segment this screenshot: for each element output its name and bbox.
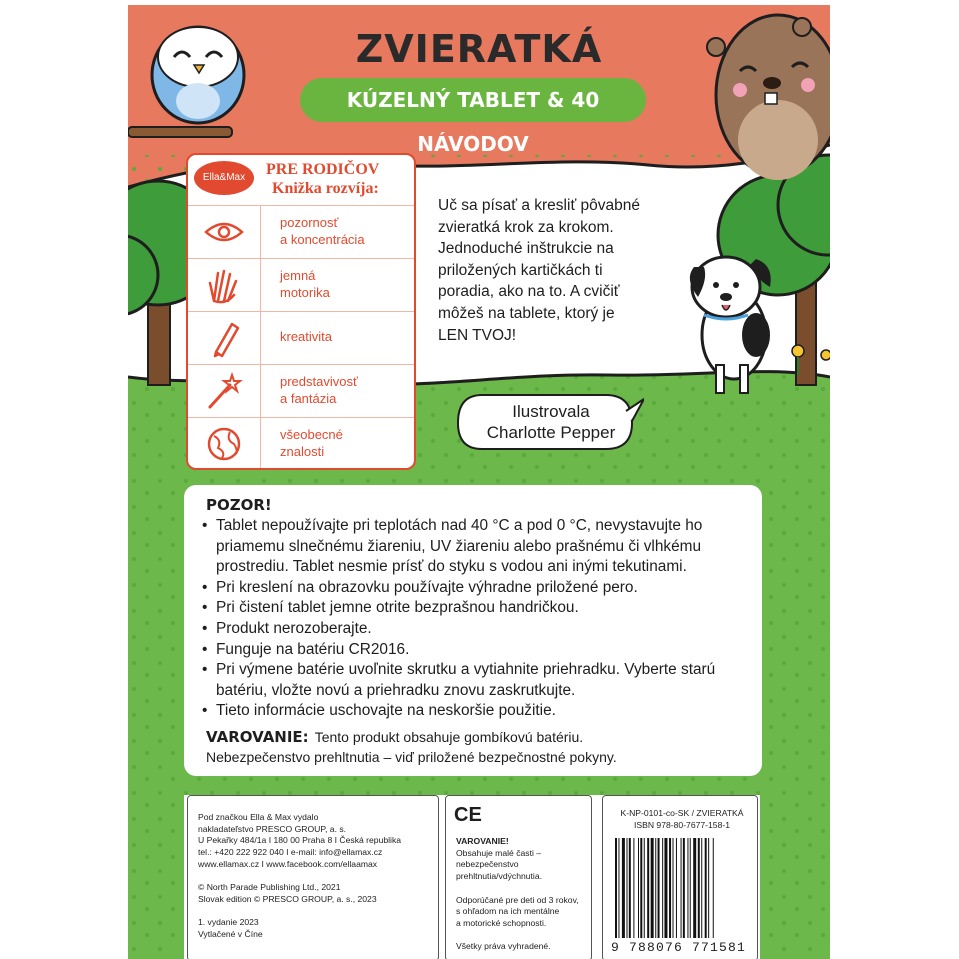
battery-warning-label: VAROVANIE: xyxy=(206,728,309,746)
brand-logo: Ella&Max xyxy=(194,161,254,195)
magic-wand-icon xyxy=(196,371,252,411)
barcode-bar xyxy=(651,838,654,938)
barcode-bar xyxy=(627,838,628,938)
warning-title: POZOR! xyxy=(206,496,272,514)
barcode-bar xyxy=(693,838,696,938)
barcode-bar xyxy=(701,838,702,938)
list-item: • Tieto informácie uschovajte na neskoršie použitie. xyxy=(202,701,758,722)
barcode-bar xyxy=(673,838,674,938)
barcode-bar xyxy=(633,838,634,938)
skill-item-creativity xyxy=(188,311,414,364)
barcode-bar xyxy=(664,838,667,938)
skill-label: predstavivosť a fantázia xyxy=(280,374,358,406)
safety-info: CE VAROVANIE! Obsahuje malé časti – nebezpečenstvo prehltnutia/vdýchnutia. Odporúčané pre deti od 3 rokov, s ohľadom na ich mentálne a motorické schopnosti. Všetky práva vyhradené. xyxy=(445,795,592,959)
barcode-bar xyxy=(698,838,700,938)
skill-label: jemná motorika xyxy=(280,268,330,300)
illustrator-credit: Ilustrovala Charlotte Pepper xyxy=(486,402,616,442)
list-item: • Pri čistení tablet jemne otrite bezprašnou handričkou. xyxy=(202,598,758,619)
skill-label: všeobecné znalosti xyxy=(280,427,343,459)
barcode-bar xyxy=(647,838,649,938)
imprint-section xyxy=(184,795,760,959)
pencil-icon xyxy=(196,318,252,358)
skill-item-motor xyxy=(188,258,414,311)
ce-mark: CE xyxy=(454,804,482,826)
barcode-bar xyxy=(705,838,707,938)
battery-warning: VAROVANIE: Tento produkt obsahuje gombíkovú batériu. Nebezpečenstvo prehltnutia – viď priložené bezpečnostné pokyny. xyxy=(206,728,617,765)
parents-info-box xyxy=(186,153,416,470)
parents-box-header xyxy=(188,155,414,207)
barcode-bar xyxy=(681,838,682,938)
product-code: K-NP-0101-co-SK / ZVIERATKÁ xyxy=(620,808,744,818)
barcode-bar xyxy=(622,838,625,938)
barcode-bar xyxy=(629,838,631,938)
skill-item-attention xyxy=(188,205,414,258)
book-title: ZVIERATKÁ xyxy=(355,27,603,71)
skill-item-knowledge xyxy=(188,417,414,470)
skills-list xyxy=(188,205,414,470)
barcode-bar xyxy=(708,838,709,938)
book-back-cover xyxy=(128,5,830,959)
eye-icon xyxy=(196,212,252,252)
barcode-bar xyxy=(676,838,677,938)
list-item: • Tablet nepoužívajte pri teplotách nad 40 °C a pod 0 °C, nevystavujte ho priamemu slnečnému žiareniu, UV žiareniu alebo prašnému či vlhkému prostrediu. Tablet nesmie prísť do styku s vodou ani inými tekutinami. xyxy=(202,516,758,578)
barcode-bar xyxy=(683,838,685,938)
barcode-bar xyxy=(618,838,619,938)
barcode-bar xyxy=(615,838,617,938)
barcode-bar xyxy=(713,838,714,938)
list-item: • Produkt nerozoberajte. xyxy=(202,619,758,640)
publisher-info: Pod značkou Ella & Max vydalo nakladateľstvo PRESCO GROUP, a. s. U Pekařky 484/1a I 180 00 Praha 8 I Česká republika tel.: +420 222 922 040 I e-mail: info@ellamax.cz www.ellamax.cz I www.facebook.com/ellaamax © North Parade Publishing Ltd., 2021 Slovak edition © PRESCO GROUP, a. s., 2023 1. vydanie 2023 Vytlačené v Číne xyxy=(187,795,439,959)
isbn: ISBN 978-80-7677-158-1 xyxy=(633,820,731,830)
barcode xyxy=(613,838,749,942)
barcode-bar xyxy=(640,838,642,938)
globe-icon xyxy=(196,424,252,464)
skill-item-imagination xyxy=(188,364,414,417)
barcode-bar xyxy=(690,838,691,938)
barcode-bar xyxy=(638,838,639,938)
warning-list xyxy=(202,516,758,722)
isbn-barcode-box xyxy=(602,795,758,959)
barcode-number: 9 788076 771581 xyxy=(611,940,747,955)
list-item: • Pri kreslení na obrazovku používajte výhradne priložené pero. xyxy=(202,578,758,599)
skill-label: kreativita xyxy=(280,329,333,344)
barcode-bar xyxy=(658,838,660,938)
skill-label: pozornosť a koncentrácia xyxy=(280,215,365,247)
barcode-bar xyxy=(644,838,645,938)
list-item: • Pri výmene batérie uvoľnite skrutku a vytiahnite priehradku. Vyberte starú batériu, vložte novú a priehradku znovu zaskrutkujte. xyxy=(202,660,758,701)
hand-icon xyxy=(196,265,252,305)
barcode-bar xyxy=(655,838,656,938)
book-description: Uč sa písať a kresliť pôvabné zvieratká krok za krokom. Jednoduché inštrukcie na priložených kartičkách ti poradia, ako na to. A cvičiť môžeš na tablete, ktorý je LEN TVOJ! xyxy=(438,197,641,344)
parents-subheading: Knižka rozvíja: xyxy=(272,180,379,197)
parents-heading: PRE RODIČOV xyxy=(266,161,380,178)
barcode-bar xyxy=(687,838,688,938)
barcode-bar xyxy=(669,838,671,938)
subtitle-badge: KÚZELNÝ TABLET & 40 NÁVODOV xyxy=(300,78,646,122)
barcode-bar xyxy=(662,838,663,938)
list-item: • Funguje na batériu CR2016. xyxy=(202,640,758,661)
